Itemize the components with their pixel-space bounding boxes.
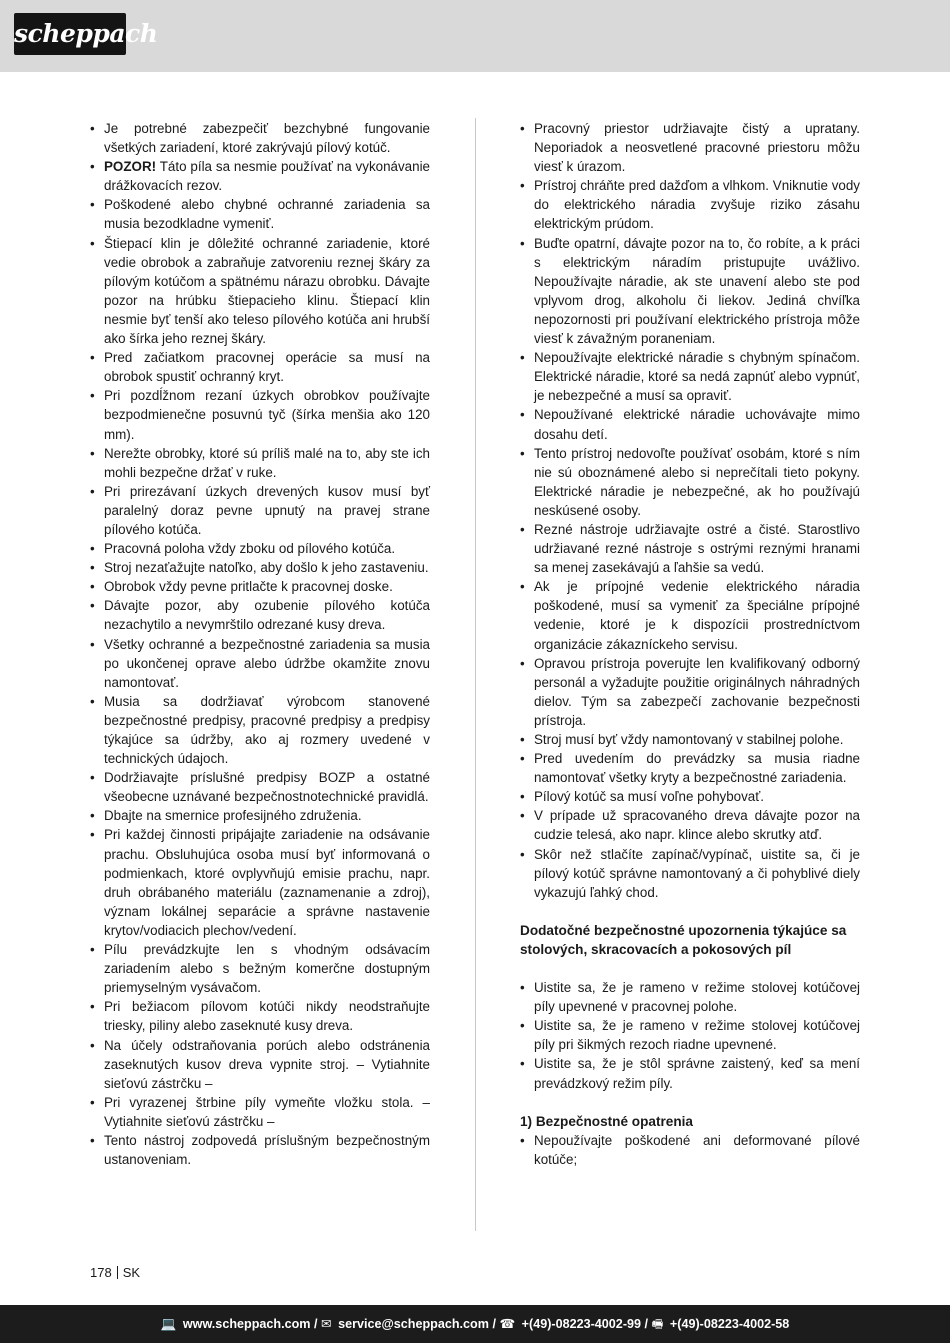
list-item-text: Obrobok vždy pevne pritlačte k pracovnej doske.	[104, 579, 393, 595]
list-item	[90, 1036, 430, 1093]
list-item-text: Uistite sa, že je rameno v režime stolovej kotúčovej píly pri šikmých rezoch riadne upevnené.	[534, 1018, 860, 1053]
list-item	[90, 234, 430, 349]
list-item	[90, 386, 430, 443]
list-item-text: Je potrebné zabezpečiť bezchybné fungovanie všetkých zariadení, ktoré zakrývajú pílový kotúč.	[104, 121, 430, 156]
list-item-text: Buďte opatrní, dávajte pozor na to, čo robíte, a k práci s elektrickým náradím pristupujte uvážlivo. Nepoužívajte náradie, ak ste unavení alebo ste pod vplyvom drog, alkoholu či liekov. Jediná chvíľka nepozornosti pri používaní elektrického prístroja môže viesť k závažným poraneniam.	[534, 235, 860, 347]
list-item-text: V prípade už spracovaného dreva dávajte pozor na cudzie telesá, ako napr. klince alebo skrutky atď.	[534, 808, 860, 843]
list-item-text: Musia sa dodržiavať výrobcom stanovené bezpečnostné predpisy, pracovné predpisy a predpisy týkajúce sa údržby, ako aj rozmery uvedené v technických údajoch.	[104, 693, 430, 767]
subsection-bullet-list	[520, 1131, 860, 1169]
list-item-text: Všetky ochranné a bezpečnostné zariadenia sa musia po ukončenej oprave alebo údržbe okamžite znovu namontovať.	[104, 636, 430, 690]
list-item	[90, 558, 430, 577]
email-link[interactable]: service@scheppach.com /	[338, 1317, 496, 1331]
list-item	[90, 119, 430, 157]
list-item	[520, 577, 860, 653]
list-item-text: Nepoužívajte poškodené ani deformované pílové kotúče;	[534, 1132, 860, 1167]
scheppach-logo: scheppach	[14, 13, 126, 55]
list-item-text: Dbajte na smernice profesijného združenia.	[104, 808, 362, 824]
list-item	[90, 444, 430, 482]
list-item	[520, 730, 860, 749]
list-item	[520, 787, 860, 806]
list-item-text: Rezné nástroje udržiavajte ostré a čisté. Starostlivo udržiavané rezné nástroje s ostrými reznými hranami sa menej zasekávajú a ľahšie sa vedú.	[534, 521, 860, 576]
list-item	[90, 539, 430, 558]
list-item	[90, 1131, 430, 1169]
list-item	[90, 825, 430, 940]
list-item-text: Prístroj chráňte pred dažďom a vlhkom. Vniknutie vody do elektrického náradia zvyšuje riziko zásahu elektrickým prúdom.	[534, 178, 860, 232]
list-item	[520, 119, 860, 176]
contact-bar	[0, 1305, 950, 1343]
computer-icon: 💻	[160, 1317, 177, 1331]
column-divider	[475, 118, 476, 1231]
list-item-text: Na účely odstraňovania porúch alebo odstránenia zaseknutých kusov dreva vypnite stroj. – Vytiahnite sieťovú zástrčku –	[104, 1037, 430, 1091]
page-number: 178	[90, 1265, 112, 1280]
list-item	[520, 348, 860, 405]
list-item	[520, 1054, 860, 1092]
list-item-text: Štiepací klin je dôležité ochranné zariadenie, ktoré vedie obrobok a zabraňuje zatvoreniu reznej škáry za pílovým kotúčom a spätnému nárazu obrobku. Dávajte pozor na hrúbku štiepacieho klinu. Štiepací klin nesmie byť tenší ako teleso pílového kotúča ani hrubší ako šírka jeho reznej škáry.	[104, 235, 430, 347]
list-item-text: Pri každej činnosti pripájajte zariadenie na odsávanie prachu. Obsluhujúca osoba musí byť informovaná o podmienkach, ktoré ovplyvňujú emisie prachu, napr. druh obrábaného materiálu (zaznamenanie a zdroj), význam lokálnej separácie a správne nastavenie krytov/vodiacich plechov/vedení.	[104, 827, 430, 938]
list-item	[90, 157, 430, 195]
list-item-text: Stroj nezaťažujte natoľko, aby došlo k jeho zastaveniu.	[104, 560, 429, 576]
list-item-text: Pílu prevádzkujte len s vhodným odsávacím zariadením alebo s bežným komerčne dostupným priemyselným vysávačom.	[104, 942, 430, 996]
list-item	[90, 806, 430, 825]
list-item	[90, 596, 430, 634]
list-item-text: Pri bežiacom pílovom kotúči nikdy neodstraňujte triesky, piliny alebo zaseknuté kusy dreva.	[104, 999, 430, 1034]
left-column	[90, 119, 430, 1169]
list-item-text: Stroj musí byť vždy namontovaný v stabilnej polohe.	[534, 732, 844, 747]
list-item-text: Nepoužívajte elektrické náradie s chybným spínačom. Elektrické náradie, ktoré sa nedá zapnúť alebo vypnúť, je nebezpečné a musí sa opraviť.	[534, 350, 860, 404]
list-item	[90, 1093, 430, 1131]
fax-number: +(49)-08223-4002-58	[669, 1317, 790, 1331]
list-item-text: Pred začiatkom pracovnej operácie sa musí na obrobok spustiť ochranný kryt.	[104, 350, 430, 385]
list-item	[520, 234, 860, 349]
list-item	[90, 635, 430, 692]
right-column	[520, 119, 860, 1169]
list-item	[520, 444, 860, 520]
left-bullet-list	[90, 119, 430, 1169]
list-item	[520, 806, 860, 844]
list-item	[520, 176, 860, 233]
list-item	[90, 940, 430, 997]
list-item-text: Pracovná poloha vždy zboku od pílového kotúča.	[104, 541, 396, 557]
warning-label: POZOR!	[104, 159, 157, 175]
list-item-text: Pri vyrazenej štrbine píly vymeňte vložku stola. – Vytiahnite sieťovú zástrčku –	[104, 1094, 430, 1129]
email-icon: ✉	[321, 1317, 332, 1331]
list-item-text: Nerežte obrobky, ktoré sú príliš malé na to, aby ste ich mohli bezpečne držať v ruke.	[104, 445, 430, 480]
subsection-heading: 1) Bezpečnostné opatrenia	[520, 1113, 693, 1129]
list-item	[520, 654, 860, 730]
list-item-text: Dávajte pozor, aby ozubenie pílového kotúča nezachytilo a nevymrštilo odrezané kusy dreva.	[104, 598, 430, 633]
list-item	[520, 1016, 860, 1054]
header-band	[0, 0, 950, 72]
list-item	[520, 1131, 860, 1169]
list-item-text: Pracovný priestor udržiavajte čistý a upratany. Neporiadok a neosvetlené pracovné priestoru môžu viesť k úrazom.	[534, 121, 860, 175]
list-item	[90, 997, 430, 1035]
list-item-text: Táto píla sa nesmie používať na vykonávanie drážkovacích rezov.	[104, 159, 430, 194]
list-item-text: Ak je prípojné vedenie elektrického náradia poškodené, musí sa vymeniť za špeciálne prípojné vedenie, ktoré je k dispozícii prostredníctvom organizácie zákazníckeho servisu.	[534, 579, 860, 652]
list-item-text: Pri prirezávaní úzkych drevených kusov musí byť paralelný doraz pevne upnutý na pravej strane pílového kotúča.	[104, 483, 430, 537]
list-item	[520, 749, 860, 787]
list-item-text: Poškodené alebo chybné ochranné zariadenia sa musia bezodkladne vymeniť.	[104, 197, 430, 232]
page-number-block	[90, 1265, 140, 1280]
list-item	[90, 577, 430, 596]
phone-icon: ☎	[499, 1317, 516, 1331]
list-item-text: Pri pozdĺžnom rezaní úzkych obrobkov používajte bezpodmienečne posuvnú tyč (šírka menšia ako 120 mm).	[104, 388, 430, 442]
phone-number: +(49)-08223-4002-99 /	[521, 1317, 649, 1331]
list-item-text: Skôr než stlačíte zapínač/vypínač, uistite sa, či je pílový kotúč správne namontovaný a či pohyblivé diely vykazujú ľahký chod.	[534, 846, 860, 900]
list-item	[520, 845, 860, 902]
list-item	[90, 482, 430, 539]
list-item-text: Pílový kotúč sa musí voľne pohybovať.	[534, 789, 764, 805]
right-bullet-list	[520, 119, 860, 902]
list-item-text: Tento prístroj nedovoľte používať osobám, ktoré s ním nie sú oboznámené alebo si neprečítali tieto pokyny. Elektrické náradie je nebezpečné, ak ho používajú neskúsené osoby.	[534, 445, 860, 518]
list-item-text: Uistite sa, že je stôl správne zaistený, keď sa mení prevádzkový režim píly.	[534, 1056, 860, 1091]
website-link[interactable]: www.scheppach.com /	[182, 1317, 318, 1331]
list-item-text: Tento nástroj zodpovedá príslušným bezpečnostným ustanoveniam.	[104, 1132, 430, 1168]
page-number-separator	[117, 1266, 118, 1279]
list-item	[520, 405, 860, 443]
list-item-text: Pred uvedením do prevádzky sa musia riadne namontovať všetky kryty a bezpečnostné zariadenia.	[534, 751, 860, 786]
section-heading: Dodatočné bezpečnostné upozornenia týkajúce sa stolových, skracovacích a pokosových píl	[520, 922, 847, 957]
list-item-text: Uistite sa, že je rameno v režime stolovej kotúčovej píly upevnené v pracovnej polohe.	[534, 980, 860, 1015]
list-item	[90, 692, 430, 768]
section-bullet-list	[520, 978, 860, 1093]
fax-icon: 🖷	[651, 1317, 664, 1331]
list-item-text: Opravou prístroja poverujte len kvalifikovaný odborný personál a vyžadujte použitie originálnych náhradných dielov. Tým sa zabezpečí zachovanie bezpečnosti prístroja.	[534, 655, 860, 728]
list-item	[90, 195, 430, 233]
list-item	[520, 978, 860, 1016]
language-code: SK	[122, 1265, 141, 1280]
list-item-text: Nepoužívané elektrické náradie uchovávajte mimo dosahu detí.	[534, 407, 860, 442]
list-item	[90, 768, 430, 806]
list-item	[520, 520, 860, 577]
list-item	[90, 348, 430, 386]
list-item-text: Dodržiavajte príslušné predpisy BOZP a ostatné všeobecne uznávané bezpečnostnotechnické pravidlá.	[104, 770, 430, 805]
